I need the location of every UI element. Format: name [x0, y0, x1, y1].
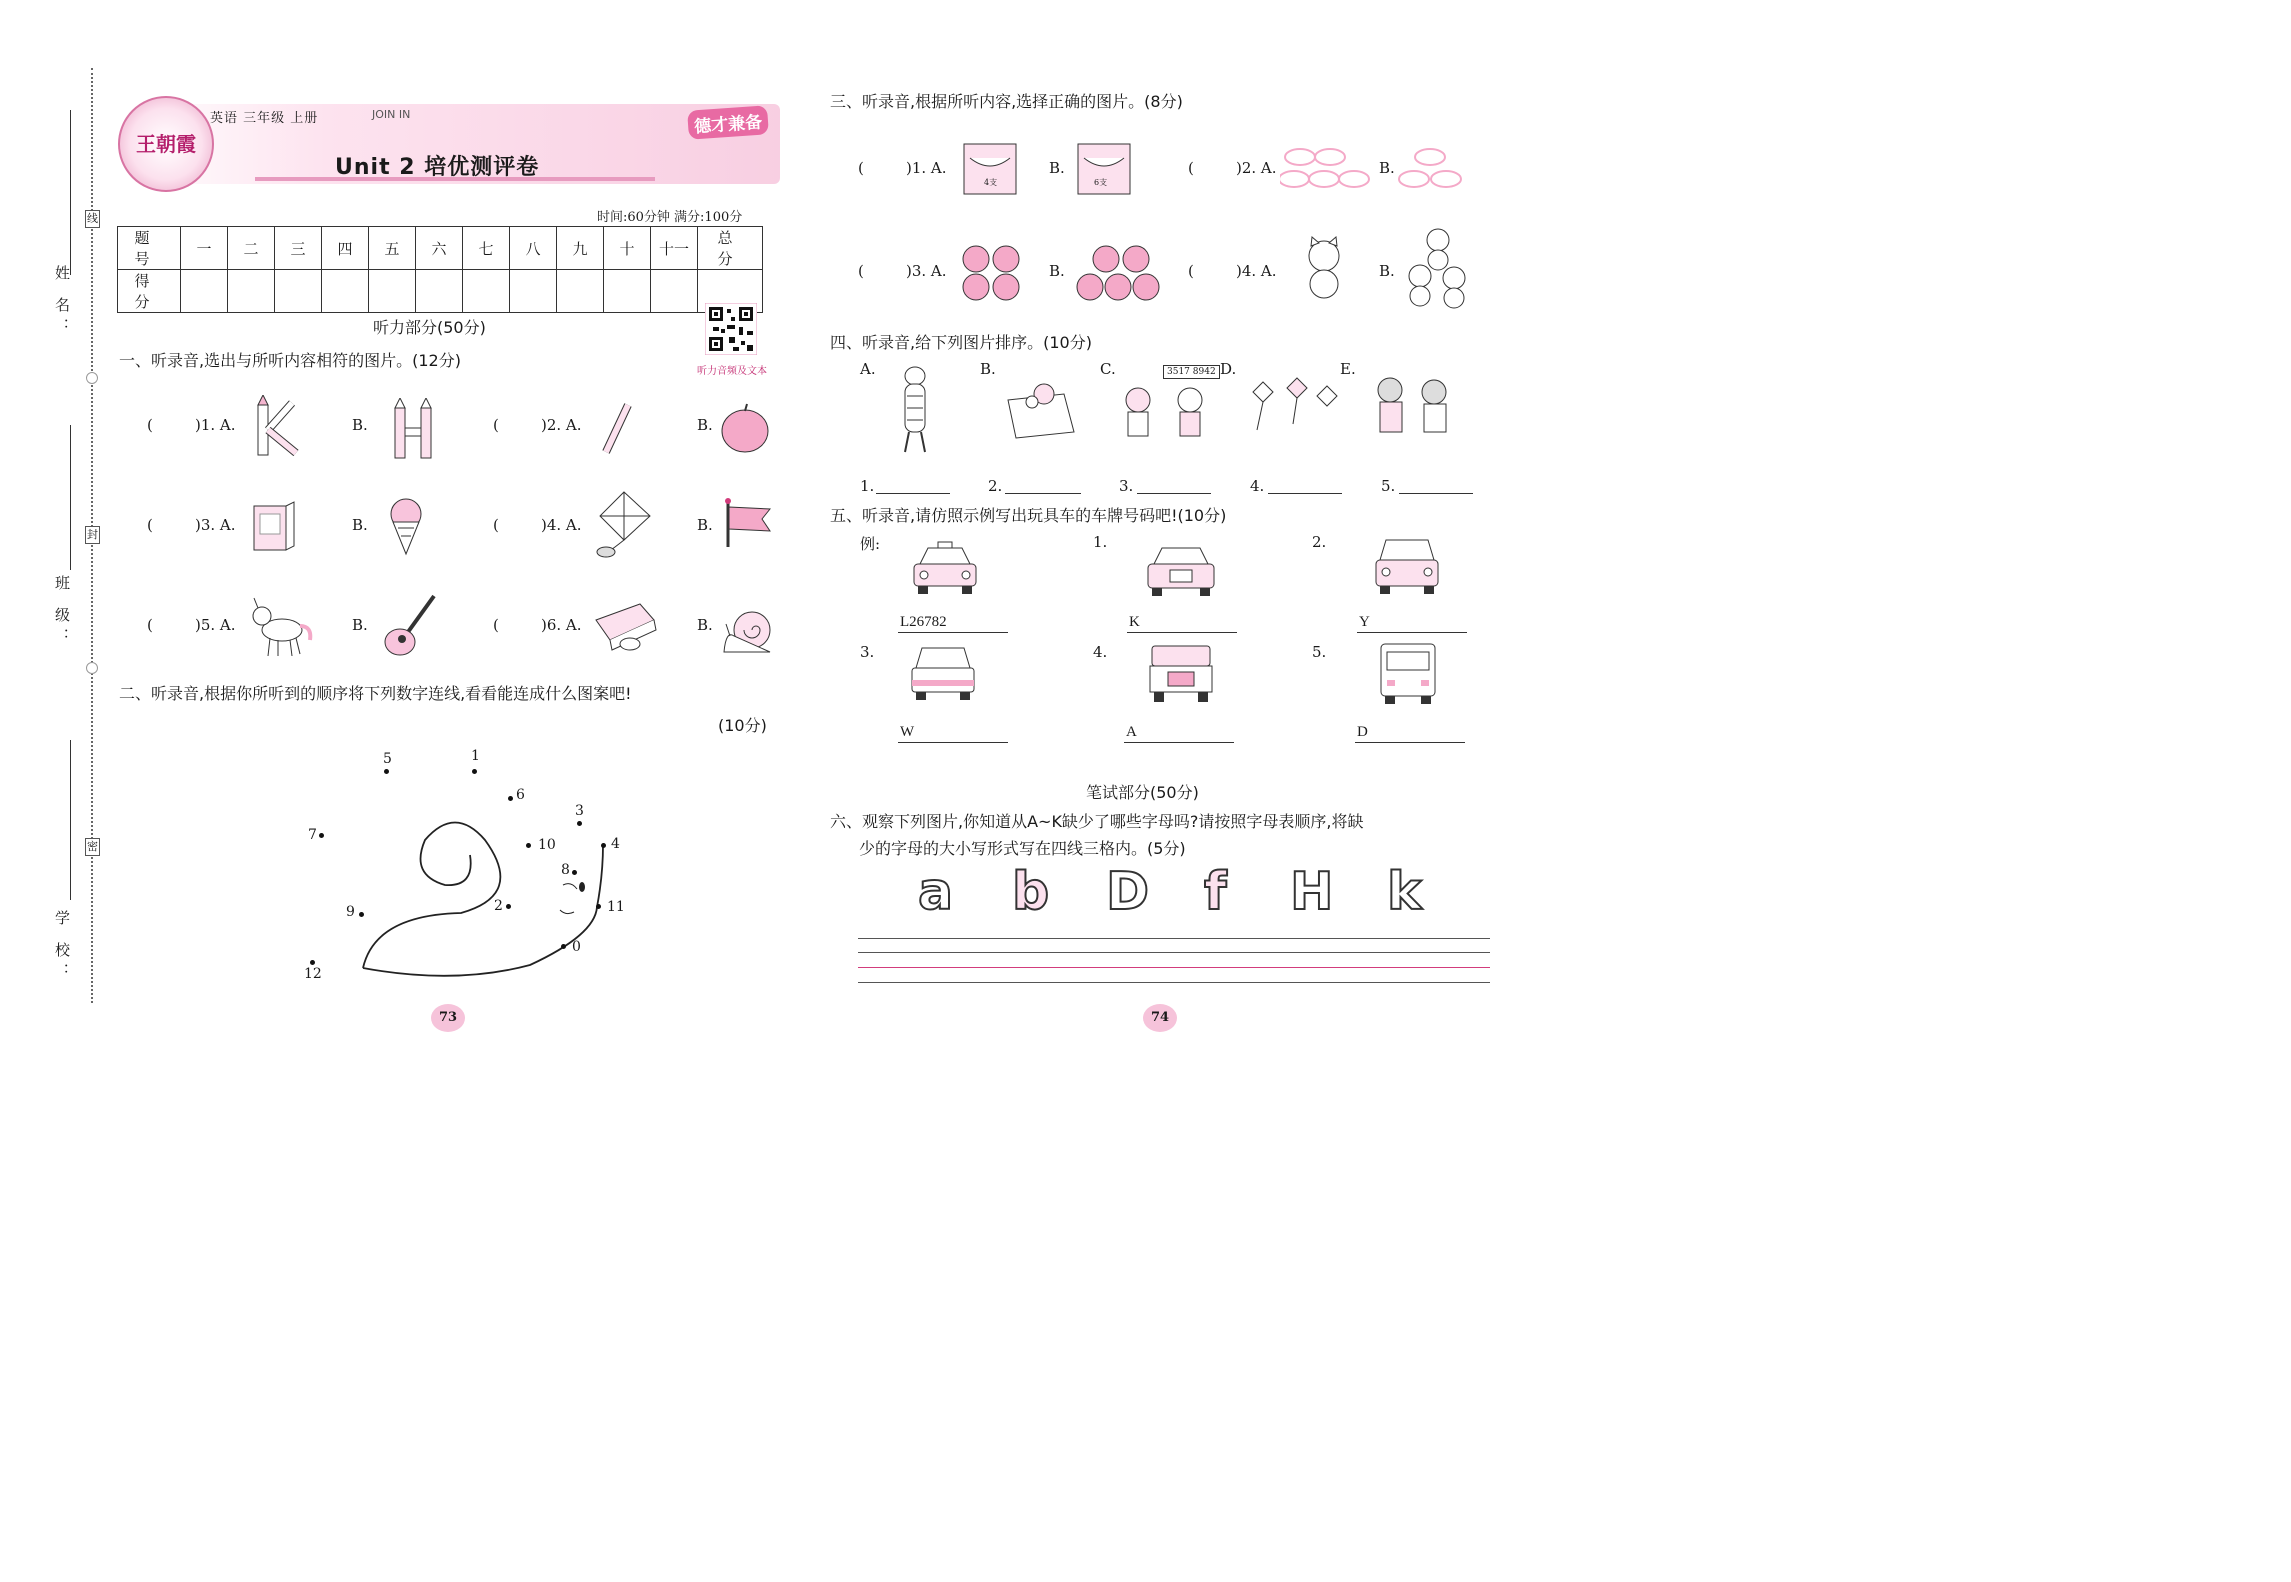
- plate-1: K: [1129, 614, 1140, 630]
- car-icon: [1144, 542, 1218, 600]
- section-5-title: 五、听录音,请仿照示例写出玩具车的车牌号码吧!(10分): [830, 506, 1227, 525]
- letter-a: a: [918, 862, 954, 922]
- letter-f: f: [1204, 862, 1227, 922]
- plate-2: Y: [1359, 614, 1370, 630]
- unicorn-icon: [248, 596, 318, 660]
- section-2-title: 二、听录音,根据你所听到的顺序将下列数字连线,看看能连成什么图案吧!: [119, 684, 632, 703]
- binding-hole: [86, 662, 98, 674]
- suv-icon: [908, 644, 978, 704]
- section-6-title: 六、观察下列图片,你知道从A~K缺少了哪些字母吗?请按照字母表顺序,将缺: [830, 812, 1364, 831]
- letter-b: b: [1012, 862, 1050, 922]
- one-cat-icon: [1298, 236, 1352, 302]
- q4-label: )4. A.: [541, 516, 582, 534]
- plate-4: A: [1126, 724, 1137, 740]
- table-row: 题 号 一 二 三 四 五 六 七 八 九 十 十一 总 分: [118, 227, 763, 270]
- truck-icon: [1146, 642, 1216, 706]
- two-children-icon: [1118, 384, 1218, 444]
- pencil-icon: [598, 400, 638, 460]
- letter-k: k: [1387, 862, 1422, 922]
- girls-playing-icon: [1370, 374, 1460, 438]
- four-peaches-icon: [960, 243, 1026, 303]
- plate-3: W: [900, 724, 915, 740]
- four-line-grid[interactable]: [858, 938, 1490, 939]
- letter-h: H: [1290, 862, 1334, 922]
- taxi-icon: [910, 540, 980, 598]
- flag-icon: [722, 497, 774, 549]
- school-label: 学 校：: [53, 910, 71, 984]
- three-cats-icon: [1404, 226, 1470, 310]
- score-table: [117, 226, 763, 313]
- section-1-title: 一、听录音,选出与所听内容相符的图片。(12分): [119, 351, 461, 370]
- order-blank-2[interactable]: [1005, 493, 1081, 494]
- plate-5-blank[interactable]: [1355, 742, 1465, 743]
- section-2-score: (10分): [718, 716, 767, 735]
- plate-2-blank[interactable]: [1357, 632, 1467, 633]
- qr-code-icon[interactable]: [705, 303, 757, 355]
- plate-example: L26782: [900, 614, 947, 630]
- written-heading: 笔试部分(50分): [1086, 783, 1199, 802]
- plate-3-blank[interactable]: [898, 742, 1008, 743]
- section-4-title: 四、听录音,给下列图片排序。(10分): [830, 333, 1092, 352]
- page-number: 74: [1143, 1004, 1177, 1032]
- letter-d: D: [1106, 862, 1150, 922]
- table-row: 得 分: [118, 270, 763, 313]
- kite-icon: [594, 490, 656, 560]
- q3-4-label: )4. A.: [1236, 262, 1277, 280]
- van-icon: [1372, 536, 1442, 600]
- box-with-toys-icon: [1004, 376, 1078, 440]
- q3-1-label: )1. A.: [906, 159, 947, 177]
- apple-icon: [720, 402, 770, 454]
- order-blank-3[interactable]: [1137, 493, 1211, 494]
- publisher-logo: 王朝霞: [118, 96, 214, 192]
- five-eggs-icon: [1280, 146, 1376, 192]
- class-label: 班 级：: [53, 575, 71, 649]
- q3-2-label: )2. A.: [1236, 159, 1277, 177]
- box-icon: [250, 500, 296, 555]
- class-write-line: [70, 425, 71, 570]
- six-peaches-icon: [1074, 243, 1170, 303]
- letter-h-pencil-icon: [389, 398, 439, 463]
- ice-cream-icon: [384, 494, 430, 556]
- binding-hole: [86, 372, 98, 384]
- section-3-title: 三、听录音,根据所听内容,选择正确的图片。(8分): [830, 92, 1183, 111]
- order-blank-1[interactable]: [876, 493, 950, 494]
- three-eggs-icon: [1398, 146, 1464, 192]
- six-teeth-card-icon: [1074, 140, 1134, 202]
- dense-box: 密: [85, 838, 100, 856]
- subject-info: 英语 三年级 上册: [210, 111, 319, 126]
- edition-label: JOIN IN: [372, 108, 411, 121]
- four-teeth-card-icon: [960, 140, 1020, 202]
- order-blank-5[interactable]: [1399, 493, 1473, 494]
- telephone-icon: [592, 600, 658, 658]
- q3-label: )3. A.: [195, 516, 236, 534]
- plate-4-blank[interactable]: [1124, 742, 1234, 743]
- phone-number-bubble: 3517 8942: [1163, 365, 1220, 379]
- q3-3-label: )3. A.: [906, 262, 947, 280]
- page-title: Unit 2 培优测评卷: [335, 155, 540, 180]
- order-blank-4[interactable]: [1268, 493, 1342, 494]
- plate-5: D: [1357, 724, 1368, 740]
- section-6-title-2: 少的字母的大小写形式写在四线三格内。(5分): [859, 839, 1186, 858]
- name-label: 姓 名：: [53, 265, 71, 339]
- kites-icon: [1243, 374, 1343, 434]
- bus-icon: [1375, 642, 1441, 706]
- school-write-line: [70, 740, 71, 900]
- q5-label: )5. A.: [195, 616, 236, 634]
- tiger-icon: [893, 362, 937, 454]
- qr-caption: 听力音频及文本: [697, 366, 767, 377]
- snail-icon: [720, 600, 774, 658]
- name-write-line: [70, 110, 71, 275]
- time-info: 时间:60分钟 满分:100分: [597, 210, 743, 225]
- page-number: 73: [431, 1004, 465, 1032]
- seal-box: 封: [85, 526, 100, 544]
- q6-label: )6. A.: [541, 616, 582, 634]
- badge: 德才兼备: [687, 105, 769, 140]
- line-box: 线: [85, 210, 100, 228]
- q2-label: )2. A.: [541, 416, 582, 434]
- guitar-icon: [380, 592, 440, 662]
- connect-dots-figure: [295, 745, 645, 990]
- plate-1-blank[interactable]: [1127, 632, 1237, 633]
- listening-heading: 听力部分(50分): [373, 318, 486, 337]
- letter-k-pencil-icon: [252, 395, 302, 460]
- q1-label: )1. A.: [195, 416, 236, 434]
